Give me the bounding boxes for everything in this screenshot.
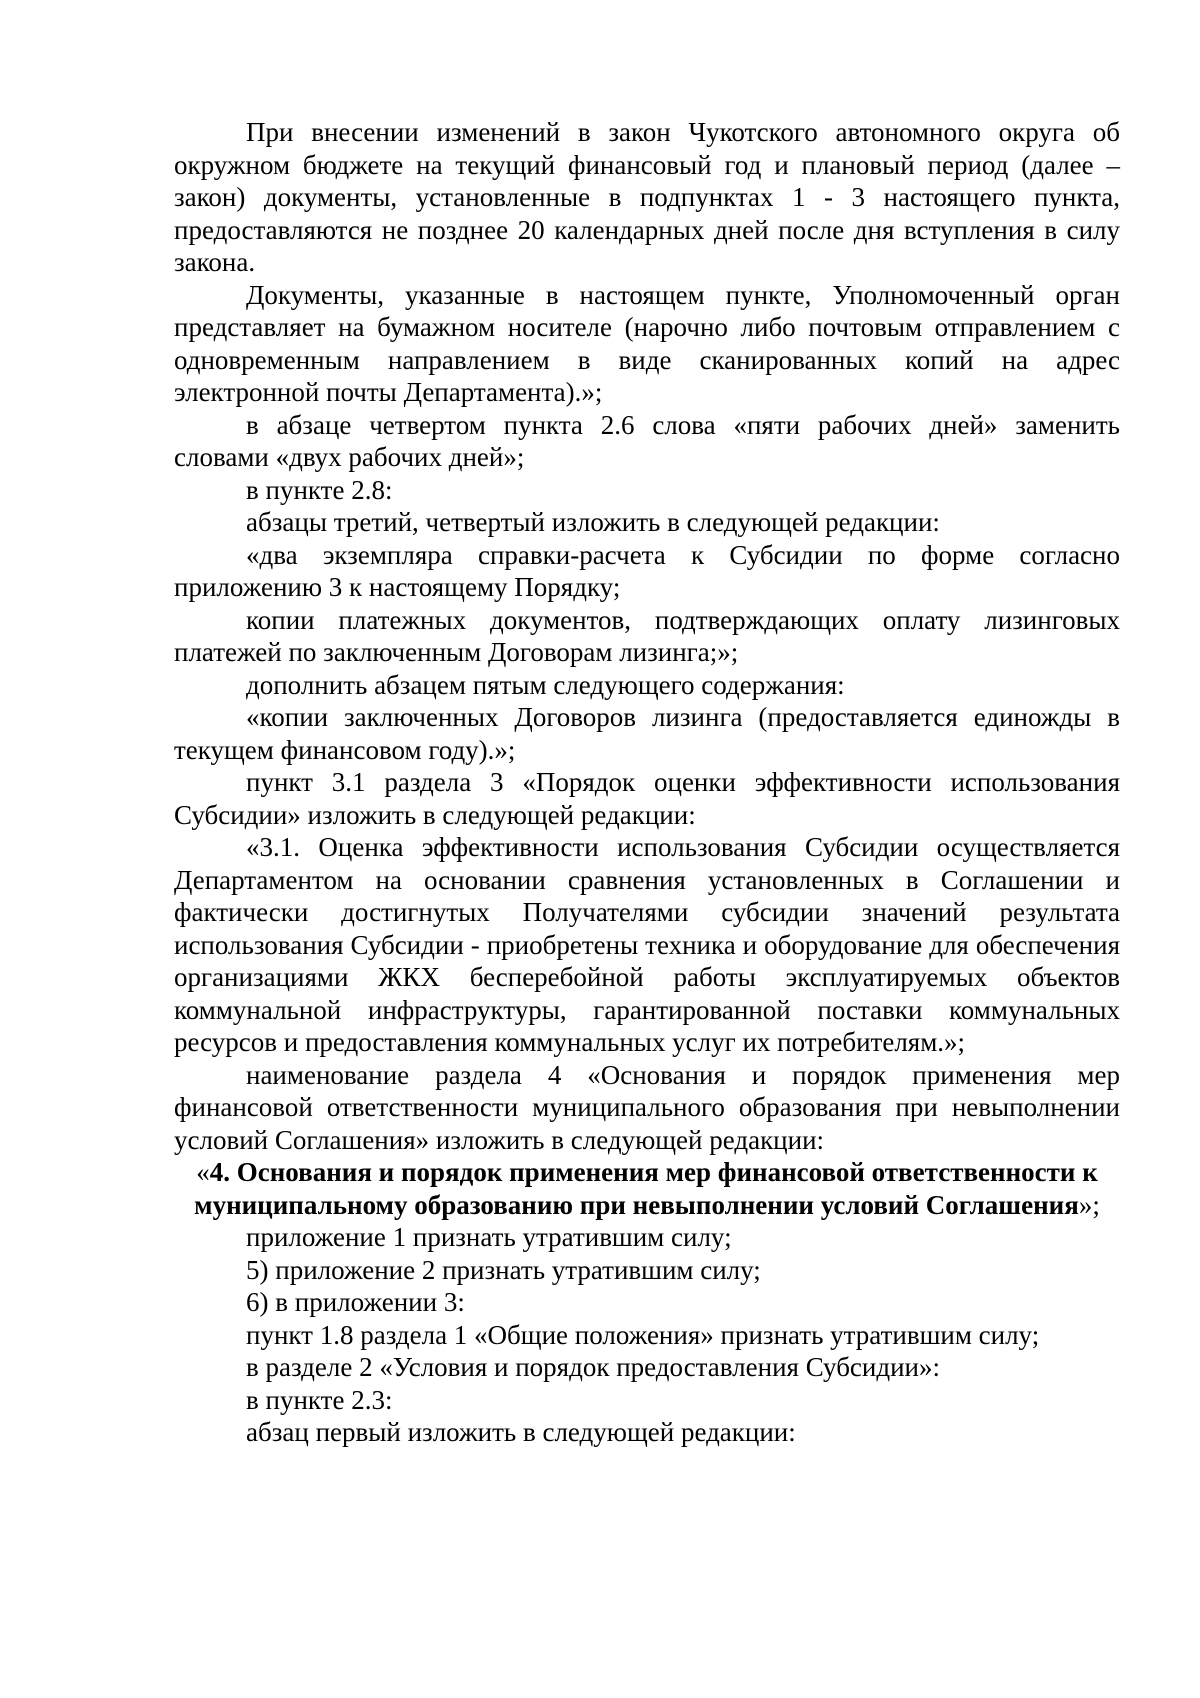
paragraph-leasing-copies: «копии заключенных Договоров лизинга (предоставляется единожды в текущем финансовом году).»;	[174, 702, 1120, 765]
paragraph-amendment-documents: При внесении изменений в закон Чукотского автономного округа об окружном бюджете на текущий финансовый год и плановый период (далее – закон) документы, установленные в подпунктах 1 - 3 настоящего пункта, предоставляются не позднее 20 календарных дней после дня вступления в силу закона.	[174, 117, 1120, 277]
paragraph-clause-2-8: в пункте 2.8:	[246, 474, 393, 505]
paragraph-two-copies: «два экземпляра справки-расчета к Субсидии по форме согласно приложению 3 к настоящему Порядку;	[174, 539, 1120, 602]
section-4-heading	[174, 1156, 1120, 1221]
paragraph-clause-3-1: пункт 3.1 раздела 3 «Порядок оценки эффективности использования Субсидии» изложить в следующей редакции:	[174, 767, 1120, 830]
paragraph-third-fourth-abzac: абзацы третий, четвертый изложить в следующей редакции:	[246, 507, 940, 537]
paragraph-add-fifth-abzac: дополнить абзацем пятым следующего содержания:	[246, 669, 845, 700]
paragraph-first-abzac: абзац первый изложить в следующей редакции:	[246, 1417, 796, 1447]
paragraph-clause-1-8: пункт 1.8 раздела 1 «Общие положения» признать утратившим силу;	[246, 1319, 1040, 1350]
document-page	[174, 116, 1120, 1449]
paragraph-efficiency-assessment: «3.1. Оценка эффективности использования Субсидии осуществляется Департаментом на основании сравнения установленных в Соглашении и фактически достигнутых Получателями субсидии значений результата использования Субсидии - приобретены техника и оборудование для обеспечения организациями ЖКХ бесперебойной работы эксплуатируемых объектов коммунальной инфраструктуры, гарантированной поставки коммунальных ресурсов и предоставления коммунальных услуг их потребителям.»;	[174, 832, 1120, 1057]
paragraph-annex-2: 5) приложение 2 признать утратившим силу;	[246, 1254, 761, 1285]
paragraph-annex-3: 6) в приложении 3:	[246, 1287, 465, 1317]
paragraph-section-2: в разделе 2 «Условия и порядок предоставления Субсидии»:	[246, 1352, 940, 1382]
heading-title: 4. Основания и порядок применения мер финансовой ответственности к муниципальному образованию при невыполнении условий Соглашения	[194, 1157, 1098, 1220]
heading-open-quote: «	[196, 1157, 210, 1187]
heading-close-quote: »;	[1078, 1189, 1100, 1220]
paragraph-documents-submission: Документы, указанные в настоящем пункте, Уполномоченный орган представляет на бумажном носителе (нарочно либо почтовым отправлением с одновременным направлением в виде сканированных копий на адрес электронной почты Департамента).»;	[174, 279, 1120, 407]
paragraph-clause-2-3: в пункте 2.3:	[246, 1384, 393, 1415]
paragraph-clause-2-6: в абзаце четвертом пункта 2.6 слова «пяти рабочих дней» заменить словами «двух рабочих дней»;	[174, 409, 1120, 472]
paragraph-section-4-title-change: наименование раздела 4 «Основания и порядок применения мер финансовой ответственности муниципального образования при невыполнении условий Соглашения» изложить в следующей редакции:	[174, 1059, 1120, 1155]
paragraph-payment-copies: копии платежных документов, подтверждающих оплату лизинговых платежей по заключенным Договорам лизинга;»;	[174, 604, 1120, 667]
paragraph-annex-1: приложение 1 признать утратившим силу;	[246, 1222, 732, 1252]
